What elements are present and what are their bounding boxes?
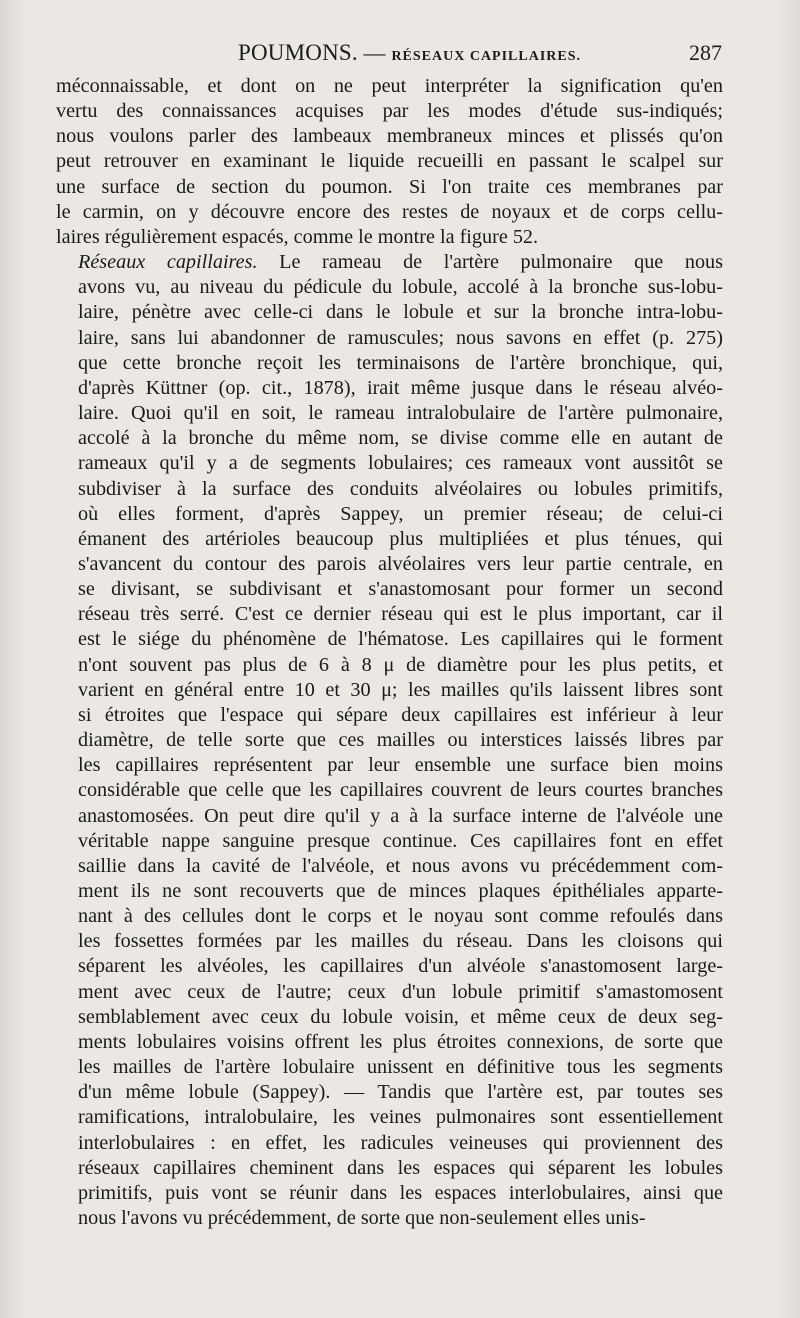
text-line bbox=[56, 728, 723, 753]
text-line bbox=[56, 879, 723, 904]
line-text: réseau très serré. C'est ce dernier réseau qui est le plus important, car il bbox=[78, 603, 723, 626]
text-line bbox=[56, 451, 723, 476]
line-text: séparent les alvéoles, les capillaires d'un alvéole s'anastomosent large- bbox=[78, 955, 723, 978]
text-line bbox=[56, 401, 723, 426]
line-text: avons vu, au niveau du pédicule du lobule, accolé à la bronche sus-lobu- bbox=[78, 276, 723, 299]
text-line bbox=[56, 376, 723, 401]
line-text: rameaux qu'il y a de segments lobulaires; ces rameaux vont aussitôt se bbox=[78, 452, 723, 475]
text-line bbox=[56, 602, 723, 627]
line-text: accolé à la bronche du même nom, se divise comme elle en autant de bbox=[78, 427, 723, 450]
line-text: que cette bronche reçoit les terminaisons de l'artère bronchique, qui, bbox=[78, 351, 723, 374]
line-text: s'avancent du contour des parois alvéolaires vers leur partie centrale, en bbox=[78, 552, 723, 575]
line-text: considérable que celle que les capillaires couvrent de leurs courtes branches bbox=[78, 779, 723, 802]
line-text: méconnaissable, et dont on ne peut interpréter la signification qu'en bbox=[56, 75, 723, 97]
text-line bbox=[56, 854, 723, 879]
text-line bbox=[56, 904, 723, 929]
line-text: une surface de section du poumon. Si l'on traite ces membranes par bbox=[56, 175, 723, 198]
text-line bbox=[56, 326, 723, 351]
text-line bbox=[56, 74, 723, 99]
line-text: les capillaires représentent par leur ensemble une surface bien moins bbox=[78, 754, 723, 777]
text-line bbox=[56, 678, 723, 703]
text-line bbox=[56, 351, 723, 376]
text-line bbox=[56, 1181, 723, 1206]
line-text: nous voulons parler des lambeaux membraneux minces et plissés qu'on bbox=[56, 125, 723, 148]
line-text: interlobulaires : en effet, les radicules veineuses qui proviennent des bbox=[78, 1131, 723, 1154]
running-title bbox=[238, 40, 581, 66]
line-text: les fossettes formées par les mailles du réseau. Dans les cloisons qui bbox=[78, 930, 723, 953]
text-line bbox=[56, 1030, 723, 1055]
text-line bbox=[56, 703, 723, 728]
line-text: réseaux capillaires cheminent dans les espaces qui séparent les lobules bbox=[78, 1156, 723, 1179]
section-heading: Réseaux capillaires. bbox=[78, 251, 258, 274]
text-line bbox=[56, 1105, 723, 1130]
running-head bbox=[0, 40, 800, 74]
header-title: POUMONS. bbox=[238, 40, 358, 65]
line-text: est le siége du phénomène de l'hématose. Les capillaires qui le forment bbox=[78, 628, 723, 651]
line-text: nant à des cellules dont le corps et le noyau sont comme refoulés dans bbox=[78, 905, 723, 928]
line-text: laire, pénètre avec celle-ci dans le lobule et sur la bronche intra-lobu- bbox=[78, 301, 723, 324]
text-line bbox=[56, 552, 723, 577]
line-text: nous l'avons vu précédemment, de sorte que non-seulement elles unis- bbox=[78, 1207, 646, 1230]
text-line bbox=[56, 1131, 723, 1156]
line-text: diamètre, de telle sorte que ces mailles ou interstices laissés libres par bbox=[78, 729, 723, 752]
text-line bbox=[56, 1156, 723, 1181]
line-text: Le rameau de l'artère pulmonaire que nous bbox=[257, 251, 723, 274]
line-text: vertu des connaissances acquises par les modes d'étude sus-indiqués; bbox=[56, 100, 723, 123]
text-line bbox=[56, 778, 723, 803]
text-line bbox=[56, 99, 723, 124]
text-line bbox=[56, 829, 723, 854]
text-line bbox=[56, 124, 723, 149]
text-line bbox=[56, 653, 723, 678]
line-text: semblablement avec ceux du lobule voisin, et même ceux de deux seg- bbox=[78, 1005, 723, 1028]
line-text: émanent des artérioles beaucoup plus multipliées et plus ténues, qui bbox=[78, 527, 723, 550]
line-text: ment avec ceux de l'autre; ceux d'un lobule primitif s'amastomosent bbox=[78, 980, 723, 1003]
text-line bbox=[56, 149, 723, 174]
text-line bbox=[56, 804, 723, 829]
line-text: laires régulièrement espacés, comme le montre la figure 52. bbox=[56, 225, 539, 248]
line-text: subdiviser à la surface des conduits alvéolaires ou lobules primitifs, bbox=[78, 477, 723, 500]
text-line bbox=[56, 929, 723, 954]
line-text: primitifs, puis vont se réunir dans les espaces interlobulaires, ainsi que bbox=[78, 1181, 723, 1204]
line-text: anastomosées. On peut dire qu'il y a à la surface interne de l'alvéole une bbox=[78, 804, 723, 827]
header-dash: — bbox=[363, 40, 386, 65]
line-text: peut retrouver en examinant le liquide recueilli en passant le scalpel sur bbox=[56, 150, 723, 173]
text-line bbox=[56, 300, 723, 325]
line-text: ments lobulaires voisins offrent les plus étroites connexions, de sorte que bbox=[78, 1030, 723, 1053]
line-text: le carmin, on y découvre encore des restes de noyaux et de corps cellu- bbox=[56, 200, 723, 223]
text-line bbox=[56, 477, 723, 502]
line-text: laire, sans lui abandonner de ramuscules; nous savons en effet (p. 275) bbox=[78, 326, 723, 349]
line-text: d'un même lobule (Sappey). — Tandis que l'artère est, par toutes ses bbox=[78, 1081, 723, 1104]
line-text: véritable nappe sanguine presque continue. Ces capillaires font en effet bbox=[78, 829, 723, 852]
line-text: les mailles de l'artère lobulaire unissent en définitive tous les segments bbox=[78, 1056, 723, 1079]
text-line bbox=[56, 1206, 723, 1231]
line-text: si étroites que l'espace qui sépare deux capillaires est inférieur à leur bbox=[78, 703, 723, 726]
text-line bbox=[56, 954, 723, 979]
line-text: ment ils ne sont recouverts que de minces plaques épithéliales apparte- bbox=[78, 880, 723, 902]
line-text: saillie dans la cavité de l'alvéole, et nous avons vu précédemment com- bbox=[78, 854, 723, 877]
line-text: ramifications, intralobulaire, les veines pulmonaires sont essentiellement bbox=[78, 1106, 723, 1129]
line-text: se divisant, se subdivisant et s'anastomosant pour former un second bbox=[78, 578, 723, 601]
header-subtitle: RÉSEAUX CAPILLAIRES. bbox=[391, 49, 582, 64]
page-number: 287 bbox=[689, 40, 722, 65]
line-text: laire. Quoi qu'il en soit, le rameau intralobulaire de l'artère pulmonaire, bbox=[78, 402, 723, 425]
text-line bbox=[56, 502, 723, 527]
body-text bbox=[56, 74, 723, 1231]
text-line bbox=[56, 275, 723, 300]
line-text: d'après Küttner (op. cit., 1878), irait même jusque dans le réseau alvéo- bbox=[78, 376, 723, 399]
line-text: n'ont souvent pas plus de 6 à 8 μ de diamètre pour les plus petits, et bbox=[78, 653, 723, 676]
text-line bbox=[56, 627, 723, 652]
text-line bbox=[56, 250, 723, 275]
text-line bbox=[56, 175, 723, 200]
paragraph bbox=[56, 74, 723, 250]
text-line bbox=[56, 200, 723, 225]
text-line bbox=[56, 753, 723, 778]
text-line bbox=[56, 1055, 723, 1080]
text-line bbox=[56, 527, 723, 552]
text-line bbox=[56, 1005, 723, 1030]
line-text: où elles forment, d'après Sappey, un premier réseau; de celui-ci bbox=[78, 502, 723, 525]
text-line bbox=[56, 225, 723, 250]
text-line bbox=[56, 980, 723, 1005]
text-line bbox=[56, 1080, 723, 1105]
text-line bbox=[56, 577, 723, 602]
paragraph bbox=[56, 250, 723, 1231]
line-text: varient en général entre 10 et 30 μ; les mailles qu'ils laissent libres sont bbox=[78, 678, 723, 701]
text-line bbox=[56, 426, 723, 451]
